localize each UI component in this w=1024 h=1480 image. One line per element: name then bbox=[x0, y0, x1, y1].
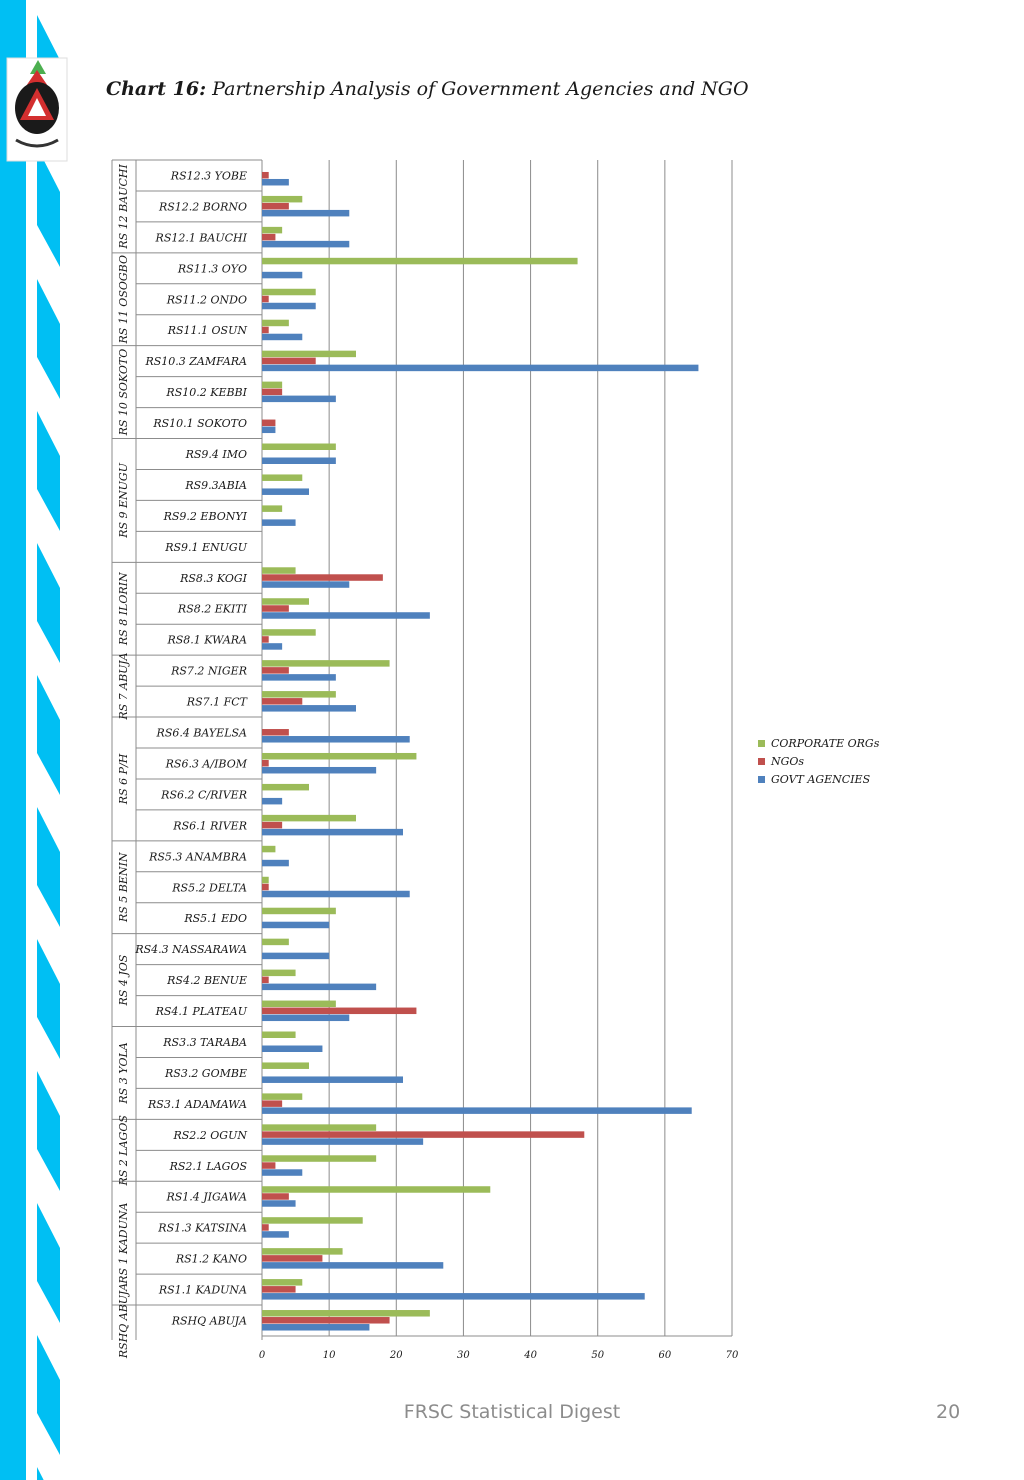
category-label: RS5.1 EDO bbox=[184, 912, 247, 926]
bar bbox=[262, 691, 336, 698]
group-label: RS 2 LAGOS bbox=[117, 1115, 130, 1186]
category-label: RS4.1 PLATEAU bbox=[155, 1005, 247, 1019]
bar bbox=[262, 1255, 322, 1262]
bar bbox=[262, 598, 309, 605]
bar bbox=[262, 753, 416, 760]
bar bbox=[262, 458, 336, 465]
bar bbox=[262, 908, 336, 915]
category-label: RS6.3 A/IBOM bbox=[165, 757, 247, 771]
bar bbox=[262, 798, 282, 805]
bar bbox=[262, 984, 376, 991]
group-label: RS 10 SOKOTO bbox=[117, 348, 130, 436]
chart-group-labels bbox=[117, 164, 130, 1360]
category-label: RS3.1 ADAMAWA bbox=[148, 1097, 247, 1111]
bar bbox=[262, 760, 269, 767]
bar bbox=[262, 1200, 296, 1207]
chart-gridlines bbox=[329, 160, 732, 1336]
category-label: RS10.2 KEBBI bbox=[166, 386, 247, 400]
bar bbox=[262, 846, 275, 853]
bar bbox=[262, 505, 282, 512]
bar bbox=[262, 427, 275, 434]
bar bbox=[262, 272, 302, 279]
bar bbox=[262, 241, 349, 248]
bar bbox=[262, 1062, 309, 1069]
bar bbox=[262, 581, 349, 588]
x-tick-label: 30 bbox=[457, 1350, 470, 1361]
bar bbox=[262, 939, 289, 946]
group-label: RS 12 BAUCHI bbox=[117, 164, 130, 249]
bar bbox=[262, 612, 430, 619]
bar bbox=[262, 605, 289, 612]
sidebar-chevron bbox=[37, 1467, 60, 1480]
legend-label: NGOs bbox=[771, 755, 805, 768]
bar bbox=[262, 1169, 302, 1176]
category-label: RS8.2 EKITI bbox=[177, 602, 247, 616]
bar bbox=[262, 1131, 584, 1138]
legend-label: CORPORATE ORGs bbox=[771, 737, 880, 750]
bar bbox=[262, 1076, 403, 1083]
bar bbox=[262, 660, 390, 667]
category-label: RS5.2 DELTA bbox=[172, 881, 247, 895]
category-label: RS10.3 ZAMFARA bbox=[145, 355, 247, 369]
group-label: RS 7 ABUJA bbox=[117, 652, 130, 720]
group-label: RSHQ ABUJA bbox=[117, 1282, 130, 1359]
legend-swatch bbox=[758, 776, 765, 783]
bar bbox=[262, 705, 356, 712]
sidebar-chevron bbox=[37, 1203, 60, 1323]
x-tick-label: 60 bbox=[658, 1350, 672, 1361]
bar bbox=[262, 574, 383, 581]
bar bbox=[262, 1093, 302, 1100]
footer-text: FRSC Statistical Digest bbox=[403, 1401, 621, 1423]
bar bbox=[262, 1138, 423, 1145]
bar bbox=[262, 970, 296, 977]
category-label: RS3.3 TARABA bbox=[163, 1036, 247, 1049]
category-label: RS9.3ABIA bbox=[185, 478, 247, 492]
bar bbox=[262, 860, 289, 867]
sidebar-chevron bbox=[37, 807, 60, 927]
category-label: RS12.1 BAUCHI bbox=[155, 231, 247, 245]
bar bbox=[262, 1107, 692, 1114]
bar bbox=[262, 1217, 363, 1224]
bar bbox=[262, 698, 302, 705]
category-label: RS11.2 ONDO bbox=[166, 293, 247, 307]
category-label: RS1.3 KATSINA bbox=[158, 1221, 247, 1235]
bar bbox=[262, 234, 275, 241]
bar bbox=[262, 829, 403, 836]
frsc-logo bbox=[7, 58, 67, 161]
category-label: RS6.1 RIVER bbox=[173, 819, 247, 833]
sidebar-chevron bbox=[37, 279, 60, 399]
chart-title-prefix: Chart 16: bbox=[106, 78, 207, 100]
bar bbox=[262, 1224, 269, 1231]
category-label: RSHQ ABUJA bbox=[171, 1314, 247, 1328]
x-tick-label: 0 bbox=[258, 1350, 266, 1361]
bar bbox=[262, 567, 296, 574]
category-label: RS2.1 LAGOS bbox=[169, 1159, 247, 1173]
category-label: RS3.2 GOMBE bbox=[165, 1066, 247, 1080]
category-label: RS4.3 NASSARAWA bbox=[135, 943, 247, 957]
bar bbox=[262, 1186, 490, 1193]
bar bbox=[262, 1324, 369, 1331]
chart-legend bbox=[758, 737, 880, 786]
category-label: RS6.2 C/RIVER bbox=[161, 788, 247, 802]
category-label: RS7.1 FCT bbox=[186, 695, 247, 709]
category-label: RS6.4 BAYELSA bbox=[156, 726, 247, 740]
sidebar-chevron bbox=[37, 1071, 60, 1191]
category-label: RS12.3 YOBE bbox=[170, 169, 247, 183]
bar bbox=[262, 629, 316, 636]
category-label: RS9.4 IMO bbox=[185, 448, 247, 461]
bar bbox=[262, 1162, 275, 1169]
bar bbox=[262, 1231, 289, 1238]
bar bbox=[262, 289, 316, 296]
category-label: RS1.4 JIGAWA bbox=[166, 1190, 247, 1204]
x-tick-label: 20 bbox=[389, 1350, 403, 1361]
bar bbox=[262, 736, 410, 743]
bar bbox=[262, 1317, 390, 1324]
group-label: RS 8 ILORIN bbox=[117, 572, 130, 646]
group-label: RS 3 YOLA bbox=[117, 1042, 130, 1104]
category-label: RS8.3 KOGI bbox=[180, 571, 247, 585]
bar bbox=[262, 327, 269, 334]
group-label: RS 1 KADUNA bbox=[117, 1202, 130, 1284]
bar bbox=[262, 320, 289, 327]
category-label: RS1.2 KANO bbox=[175, 1252, 247, 1266]
bar bbox=[262, 303, 316, 310]
bar bbox=[262, 884, 269, 891]
bar bbox=[262, 922, 329, 929]
bar bbox=[262, 389, 282, 396]
sidebar-chevron bbox=[37, 1335, 60, 1455]
chart-title-text: Partnership Analysis of Government Agencies and NGO bbox=[212, 78, 749, 100]
legend-label: GOVT AGENCIES bbox=[771, 773, 871, 786]
category-label: RS11.1 OSUN bbox=[167, 324, 247, 338]
category-label: RS9.1 ENUGU bbox=[165, 540, 247, 554]
bar bbox=[262, 172, 269, 179]
bar bbox=[262, 1248, 343, 1255]
bar bbox=[262, 444, 336, 451]
bar bbox=[262, 822, 282, 829]
category-label: RS5.3 ANAMBRA bbox=[149, 850, 247, 864]
bar bbox=[262, 396, 336, 403]
category-label: RS2.2 OGUN bbox=[173, 1128, 247, 1142]
bar bbox=[262, 877, 269, 884]
group-label: RS 11 OSOGBO bbox=[117, 255, 130, 344]
bar bbox=[262, 1100, 282, 1107]
bar bbox=[262, 1286, 296, 1293]
bar bbox=[262, 296, 269, 303]
bar bbox=[262, 258, 578, 265]
bar bbox=[262, 227, 282, 234]
group-label: RS 4 JOS bbox=[117, 954, 130, 1006]
bar bbox=[262, 1032, 296, 1039]
category-label: RS8.1 KWARA bbox=[167, 633, 247, 647]
bar bbox=[262, 977, 269, 984]
bar bbox=[262, 488, 309, 495]
category-label: RS9.2 EBONYI bbox=[163, 509, 247, 523]
chart-bars bbox=[262, 172, 698, 1331]
bar bbox=[262, 210, 349, 217]
page-number: 20 bbox=[936, 1401, 961, 1423]
bar bbox=[262, 1193, 289, 1200]
x-tick-label: 10 bbox=[322, 1350, 336, 1361]
chart-category-labels bbox=[134, 169, 248, 1327]
bar bbox=[262, 674, 336, 681]
bar bbox=[262, 729, 289, 736]
bar bbox=[262, 767, 376, 774]
bar bbox=[262, 784, 309, 791]
category-label: RS7.2 NIGER bbox=[171, 664, 247, 678]
category-label: RS12.2 BORNO bbox=[158, 200, 247, 214]
bar bbox=[262, 519, 296, 526]
bar bbox=[262, 953, 329, 960]
bar bbox=[262, 196, 302, 203]
bar bbox=[262, 179, 289, 186]
bar bbox=[262, 1015, 349, 1022]
group-label: RS 6 P/H bbox=[117, 753, 130, 805]
bar bbox=[262, 203, 289, 210]
sidebar-chevron bbox=[37, 543, 60, 663]
bar bbox=[262, 1155, 376, 1162]
bar bbox=[262, 1124, 376, 1131]
group-label: RS 5 BENIN bbox=[117, 852, 130, 923]
sidebar-chevron bbox=[37, 939, 60, 1059]
x-tick-label: 70 bbox=[725, 1350, 739, 1361]
x-tick-label: 40 bbox=[524, 1350, 537, 1361]
bar bbox=[262, 1046, 322, 1053]
bar bbox=[262, 1001, 336, 1008]
legend-swatch bbox=[758, 740, 765, 747]
sidebar-decoration bbox=[0, 0, 60, 1480]
group-label: RS 9 ENUGU bbox=[117, 463, 130, 538]
bar bbox=[262, 891, 410, 898]
bar bbox=[262, 1310, 430, 1317]
category-label: RS4.2 BENUE bbox=[167, 974, 247, 988]
bar bbox=[262, 643, 282, 650]
bar bbox=[262, 1293, 645, 1300]
sidebar-chevron bbox=[37, 675, 60, 795]
bar bbox=[262, 636, 269, 643]
bar bbox=[262, 1279, 302, 1286]
chart-x-ticks bbox=[259, 1350, 739, 1361]
sidebar-chevron bbox=[37, 411, 60, 531]
legend-swatch bbox=[758, 758, 765, 765]
bar bbox=[262, 667, 289, 674]
bar bbox=[262, 351, 356, 358]
bar bbox=[262, 1008, 416, 1015]
bar bbox=[262, 358, 316, 365]
bar bbox=[262, 1262, 443, 1269]
bar bbox=[262, 334, 302, 341]
bar bbox=[262, 474, 302, 481]
sidebar-stripe bbox=[0, 0, 26, 1480]
bar bbox=[262, 420, 275, 427]
sidebar-chevron bbox=[37, 147, 60, 267]
chart-title bbox=[106, 78, 749, 100]
bar bbox=[262, 365, 698, 372]
bar bbox=[262, 815, 356, 822]
bar bbox=[262, 382, 282, 389]
category-label: RS1.1 KADUNA bbox=[158, 1283, 247, 1297]
category-label: RS11.3 OYO bbox=[177, 262, 247, 276]
category-label: RS10.1 SOKOTO bbox=[153, 417, 247, 431]
x-tick-label: 50 bbox=[591, 1350, 605, 1361]
